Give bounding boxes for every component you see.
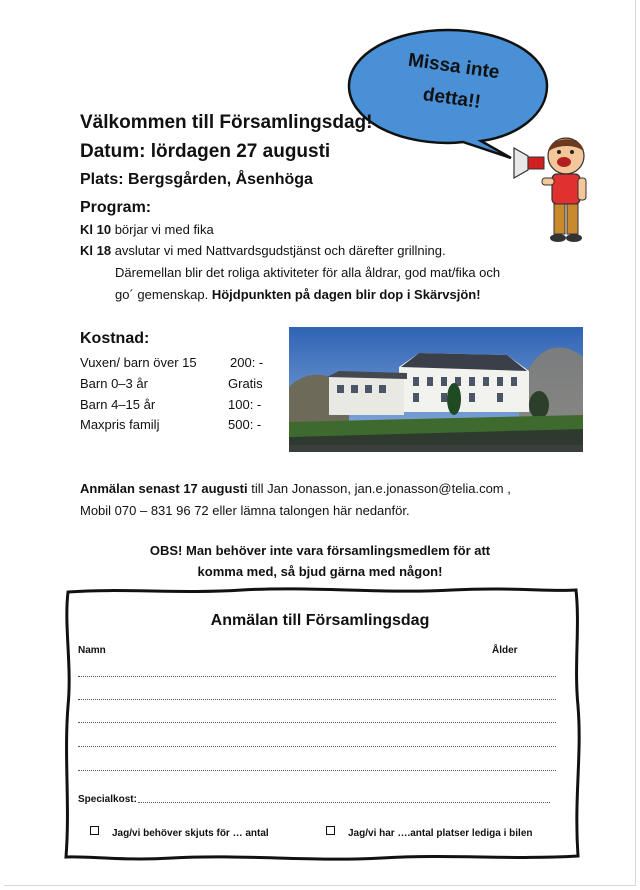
registration-deadline: Anmälan senast 17 augusti: [80, 481, 248, 496]
program-line-4: [115, 287, 481, 302]
event-place: Plats: Bergsgården, Åsenhöga: [80, 171, 313, 188]
registration-info-line-1: [80, 481, 511, 496]
ride-needed-checkbox[interactable]: [90, 826, 99, 835]
bergsgarden-photo: [289, 327, 583, 452]
seats-available-checkbox[interactable]: [326, 826, 335, 835]
time-18: Kl 18: [80, 243, 112, 258]
program-line-3: Däremellan blir det roliga aktiviteter för alla åldrar, god mat/fika och: [115, 265, 501, 280]
program-line-2-text: avslutar vi med Nattvardsgudstjänst och därefter grillning.: [111, 243, 446, 258]
cost-price: 500: -: [228, 417, 262, 432]
age-label: Ålder: [492, 645, 518, 656]
program-line-1: [80, 222, 214, 237]
obs-line-2: komma med, så bjud gärna med någon!: [197, 564, 443, 579]
seats-available-label: Jag/vi har ….antal platser lediga i bilen: [348, 828, 533, 839]
registration-contact: till Jan Jonasson, jan.e.jonasson@telia.com ,: [247, 481, 511, 496]
registration-info-line-2: Mobil 070 – 831 96 72 eller lämna talongen här nedanför.: [80, 503, 410, 518]
megaphone-boy-illustration: [512, 128, 600, 244]
cost-price: 100: -: [228, 397, 262, 412]
form-title: Anmälan till Församlingsdag: [210, 612, 430, 629]
bubble-line-2: detta!!: [421, 84, 482, 113]
special-diet-label: Specialkost:: [78, 794, 137, 805]
program-line-4-text: go´ gemenskap.: [115, 287, 212, 302]
cost-price: 200: -: [230, 355, 264, 370]
ride-needed-label: Jag/vi behöver skjuts för … antal: [112, 828, 269, 839]
cost-row: [80, 355, 280, 370]
program-line-1-text: börjar vi med fika: [111, 222, 214, 237]
name-entry-line[interactable]: [78, 699, 556, 700]
name-entry-line[interactable]: [78, 746, 556, 747]
cost-row: [80, 376, 280, 391]
page-title: Välkommen till Församlingsdag!: [80, 112, 373, 133]
cost-row: [80, 417, 280, 432]
name-entry-line[interactable]: [78, 770, 556, 771]
event-date: Datum: lördagen 27 augusti: [80, 141, 331, 162]
cost-price: Gratis: [228, 376, 263, 391]
cost-heading: Kostnad:: [80, 330, 150, 347]
time-10: Kl 10: [80, 222, 112, 237]
name-entry-line[interactable]: [78, 722, 556, 723]
cost-label: Vuxen/ barn över 15: [80, 355, 197, 370]
cost-label: Barn 0–3 år: [80, 376, 148, 391]
highlight-text: Höjdpunkten på dagen blir dop i Skärvsjön!: [211, 287, 481, 302]
program-line-2: [80, 243, 446, 258]
cost-label: Barn 4–15 år: [80, 397, 156, 412]
cost-row: [80, 397, 280, 412]
program-heading: Program:: [80, 199, 152, 216]
bubble-line-1: Missa inte: [406, 49, 501, 84]
name-entry-line[interactable]: [78, 676, 556, 677]
name-label: Namn: [78, 645, 106, 656]
obs-line-1: OBS! Man behöver inte vara församlingsmedlem för att: [149, 543, 491, 558]
special-diet-entry-line[interactable]: [138, 802, 550, 803]
cost-label: Maxpris familj: [80, 417, 160, 432]
